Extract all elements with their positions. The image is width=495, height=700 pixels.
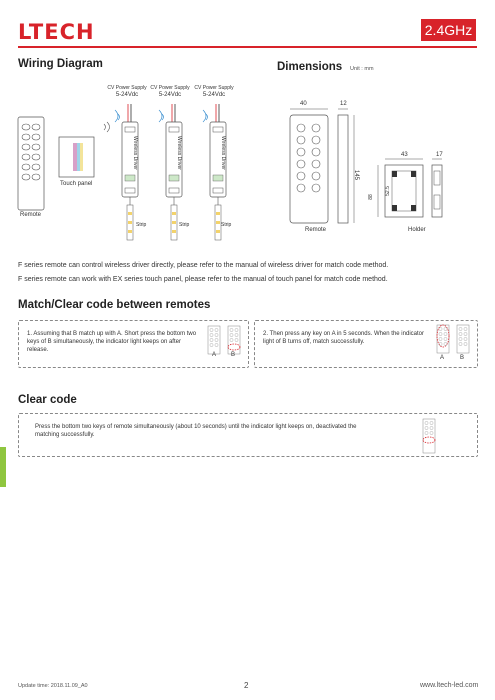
match-step-1-box — [18, 320, 249, 368]
note-touch-panel: F series remote can work with EX series touch panel, please refer to the manual of touch panel for match code method. — [18, 276, 388, 283]
holder-height-dim: 88 — [367, 194, 374, 200]
remote-depth-dim: 12 — [340, 101, 347, 107]
remote-dim-label: Remote — [305, 227, 327, 233]
strip-3-label: Strip — [221, 222, 232, 228]
brand-logo: LTECH — [18, 20, 95, 44]
remote-b-label: B — [231, 352, 236, 358]
holder-width-dim: 43 — [401, 152, 408, 158]
driver-3-label: Wireless Driver — [220, 136, 226, 170]
match-step-1-remotes — [207, 325, 245, 365]
green-side-marker — [0, 447, 6, 487]
match-step-2-text: 2. Then press any key on A in 5 seconds. When the indicator light of B turns off, match successfully. — [263, 331, 424, 345]
remote-b-label-2: B — [460, 355, 465, 361]
website-link[interactable]: www.ltech-led.com — [420, 682, 479, 689]
frequency-badge: 2.4GHz — [421, 19, 476, 41]
remote-a-label-2: A — [440, 355, 445, 361]
remote-height-dim: 145 — [353, 169, 360, 181]
clear-code-box — [18, 413, 478, 457]
remote-illustration — [18, 117, 44, 210]
touch-panel-label: Touch panel — [60, 181, 93, 187]
clear-code-remote — [420, 418, 438, 456]
unit-label: Unit : mm — [350, 66, 374, 72]
supply-3-line2: 5-24Vdc — [202, 92, 226, 98]
supply-1-line1: CV Power Supply — [107, 85, 147, 91]
remote-width-dim: 40 — [300, 101, 307, 107]
supply-3-line1: CV Power Supply — [194, 85, 234, 91]
supply-2-line1: CV Power Supply — [150, 85, 190, 91]
match-step-1-text: 1. Assuming that B match up with A. Short press the bottom two keys of B simultaneously, the indicator light keeps on after release. — [27, 331, 197, 353]
dimensions-title: Dimensions — [277, 61, 343, 73]
header-divider — [18, 46, 477, 48]
update-time: Update time: 2018.11.09_A0 — [18, 683, 88, 689]
clear-code-text: Press the bottom two keys of remote simultaneously (about 10 seconds) until the indicator light keeps on, deactivated the matching successfully. — [35, 424, 357, 438]
page-number: 2 — [244, 681, 249, 690]
remote-a-label: A — [212, 352, 217, 358]
strip-1-label: Strip — [136, 222, 147, 228]
supply-1-line2: 5-24Vdc — [115, 92, 139, 98]
touch-panel-illustration — [59, 122, 110, 177]
match-step-2-box — [254, 320, 478, 368]
note-driver: F series remote can control wireless driver directly, please refer to the manual of wireless driver for match code method. — [18, 262, 389, 269]
wiring-diagram-title: Wiring Diagram — [18, 58, 103, 70]
holder-depth-dim: 17 — [436, 152, 443, 158]
remote-label: Remote — [20, 212, 42, 218]
clear-code-title: Clear code — [18, 394, 77, 406]
holder-inner-dim: 52.5 — [384, 186, 391, 196]
driver-1-label: Wireless Driver — [132, 136, 138, 170]
driver-2-label: Wireless Driver — [176, 136, 182, 170]
strip-2-label: Strip — [179, 222, 190, 228]
dimensions-figure — [280, 95, 480, 235]
holder-dim-label: Holder — [408, 227, 426, 233]
supply-2-line2: 5-24Vdc — [158, 92, 182, 98]
match-clear-title: Match/Clear code between remotes — [18, 299, 211, 311]
